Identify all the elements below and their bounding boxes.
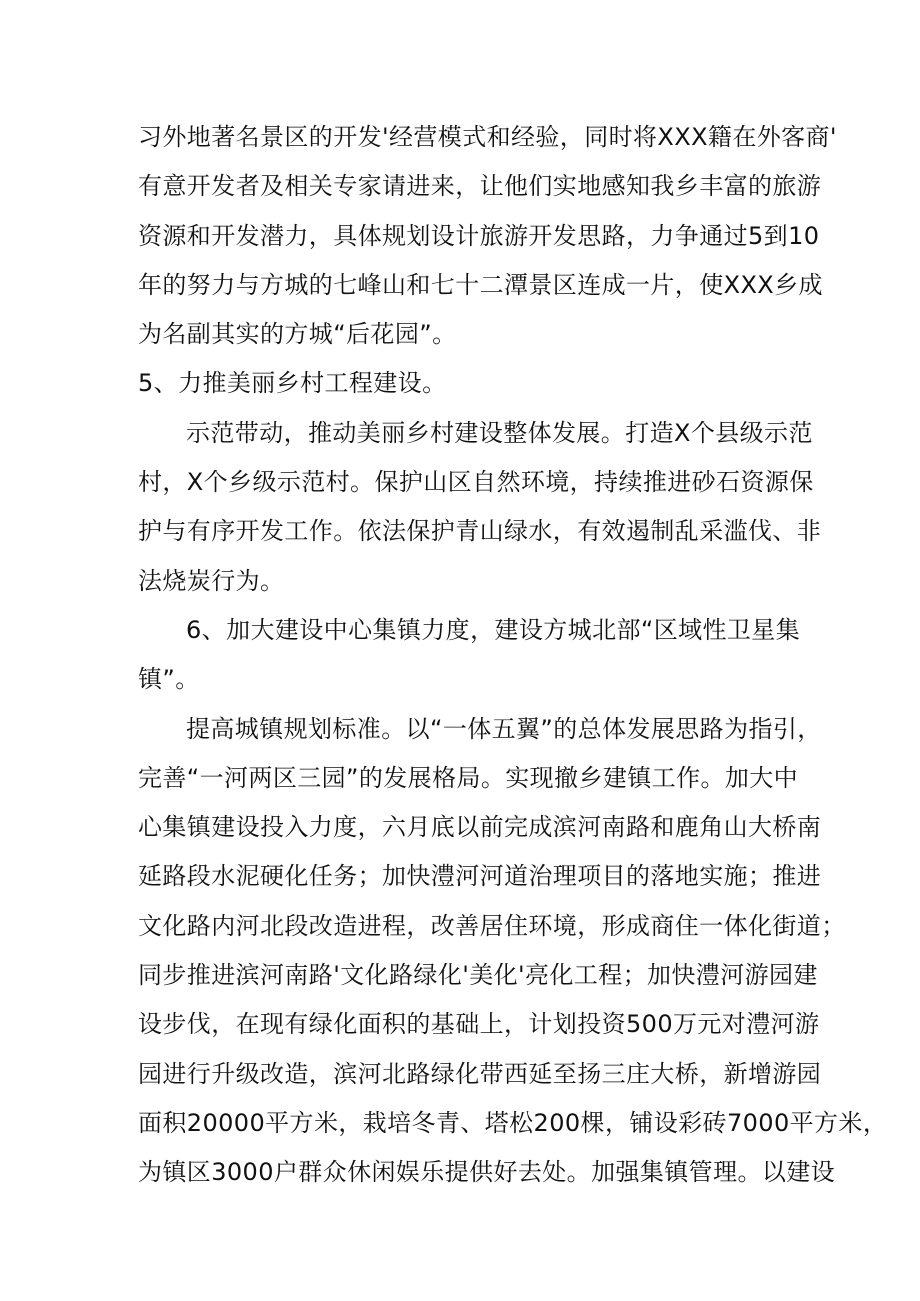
section-heading: 6、加大建设中心集镇力度，建设方城北部“区域性卫星集	[186, 615, 801, 644]
text-line: 护与有序开发工作。依法保护青山绿水，有效遏制乱采滥伐、非	[138, 517, 822, 546]
text-line: 习外地著名景区的开发'经营模式和经验，同时将XXX籍在外客商'	[138, 123, 837, 151]
section-heading-continued: 镇”。	[138, 665, 200, 694]
text-line: 面积20000平方米，栽培冬青、塔松200棵，铺设彩砖7000平方米，	[138, 1108, 888, 1137]
text-line: 同步推进滨河南路'文化路绿化'美化'亮化工程；加快澧河游园建	[138, 961, 818, 990]
text-line: 资源和开发潜力，具体规划设计旅游开发思路，力争通过5到10	[138, 221, 820, 250]
paragraph-first-line: 示范带动，推动美丽乡村建设整体发展。打造X个县级示范	[186, 418, 813, 447]
text-line: 心集镇建设投入力度，六月底以前完成滨河南路和鹿角山大桥南	[138, 813, 822, 842]
text-line: 设步伐，在现有绿化面积的基础上，计划投资500万元对澧河游	[138, 1010, 820, 1039]
section-heading: 5、力推美丽乡村工程建设。	[138, 369, 447, 398]
text-line: 为名副其实的方城“后花园”。	[138, 320, 457, 349]
text-line: 完善“一河两区三园”的发展格局。实现撤乡建镇工作。加大中	[138, 763, 799, 792]
paragraph-first-line: 提高城镇规划标准。以“一体五翼”的总体发展思路为指引，	[186, 714, 822, 743]
text-line: 村，X个乡级示范村。保护山区自然环境，持续推进砂石资源保	[138, 468, 814, 497]
text-line: 文化路内河北段改造进程，改善居住环境，形成商住一体化街道；	[138, 911, 846, 940]
text-line: 法烧炭行为。	[138, 566, 285, 595]
text-line: 年的努力与方城的七峰山和七十二潭景区连成一片，使XXX乡成	[138, 270, 823, 299]
text-line: 延路段水泥硬化任务；加快澧河河道治理项目的落地实施；推进	[138, 862, 822, 891]
text-line: 有意开发者及相关专家请进来，让他们实地感知我乡丰富的旅游	[138, 172, 822, 201]
body-text	[138, 113, 888, 1198]
text-line: 园进行升级改造，滨河北路绿化带西延至扬三庄大桥，新增游园	[138, 1059, 822, 1088]
text-line: 为镇区3000户群众休闲娱乐提供好去处。加强集镇管理。以建设	[138, 1158, 836, 1187]
